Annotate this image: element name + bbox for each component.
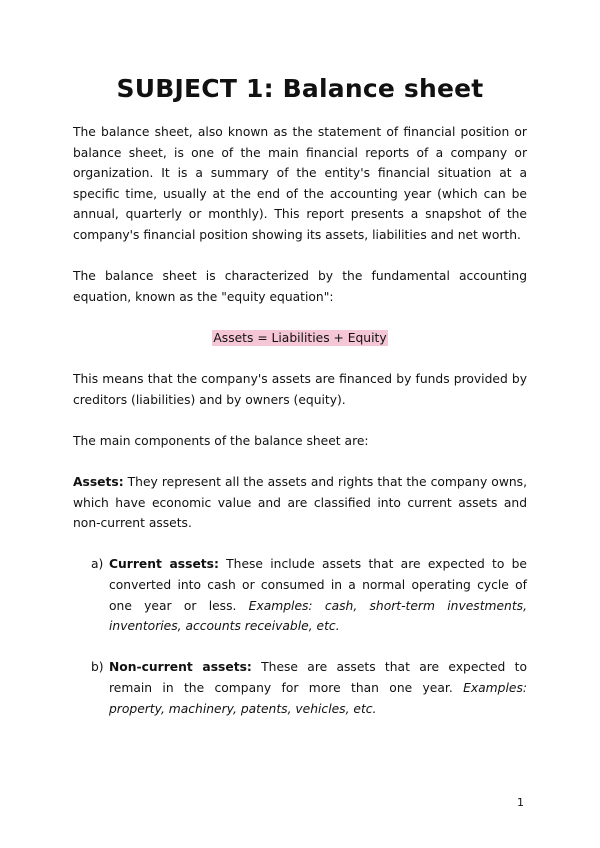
meaning-paragraph: This means that the company's assets are financed by funds provided by creditors (liabilities) and by owners (equity). bbox=[73, 372, 527, 407]
current-assets-text: These include assets that are expected to be converted into cash or consumed in a normal operating cycle of one year or less. bbox=[109, 557, 527, 613]
components-intro-paragraph: The main components of the balance sheet are: bbox=[73, 433, 369, 448]
assets-text: They represent all the assets and rights that the company owns, which have economic value and are classified into current assets and non-current assets. bbox=[73, 475, 527, 531]
page-number: 1 bbox=[517, 796, 524, 809]
list-item-non-current-assets bbox=[73, 657, 527, 719]
page-title: SUBJECT 1: Balance sheet bbox=[116, 74, 484, 103]
non-current-assets-label: Non-current assets: bbox=[109, 660, 252, 675]
list-item-current-assets bbox=[73, 554, 527, 636]
highlighted-formula: Assets = Liabilities + Equity bbox=[213, 330, 387, 345]
equation-intro-paragraph: The balance sheet is characterized by the fundamental accounting equation, known as the "equity equation": bbox=[73, 269, 527, 304]
assets-label: Assets: bbox=[73, 475, 124, 490]
current-assets-label: Current assets: bbox=[109, 557, 219, 572]
formula-container bbox=[73, 328, 527, 349]
document-body bbox=[73, 122, 527, 740]
list-marker: a) bbox=[91, 557, 104, 572]
non-current-assets-text: These are assets that are expected to remain in the company for more than one year. bbox=[109, 660, 528, 696]
current-assets-examples: Examples: cash, short-term investments, inventories, accounts receivable, etc. bbox=[109, 598, 527, 634]
assets-paragraph bbox=[73, 472, 527, 534]
non-current-assets-examples: Examples: property, machinery, patents, vehicles, etc. bbox=[109, 681, 527, 716]
list-marker: b) bbox=[91, 660, 104, 675]
intro-paragraph: The balance sheet, also known as the statement of financial position or balance sheet, is one of the main financial reports of a company or organization. It is a summary of the entity's financial situation at a specific time, usually at the end of the accounting year (which can be annual, quarterly or monthly). This report presents a snapshot of the company's financial position showing its assets, liabilities and net worth. bbox=[73, 125, 527, 242]
